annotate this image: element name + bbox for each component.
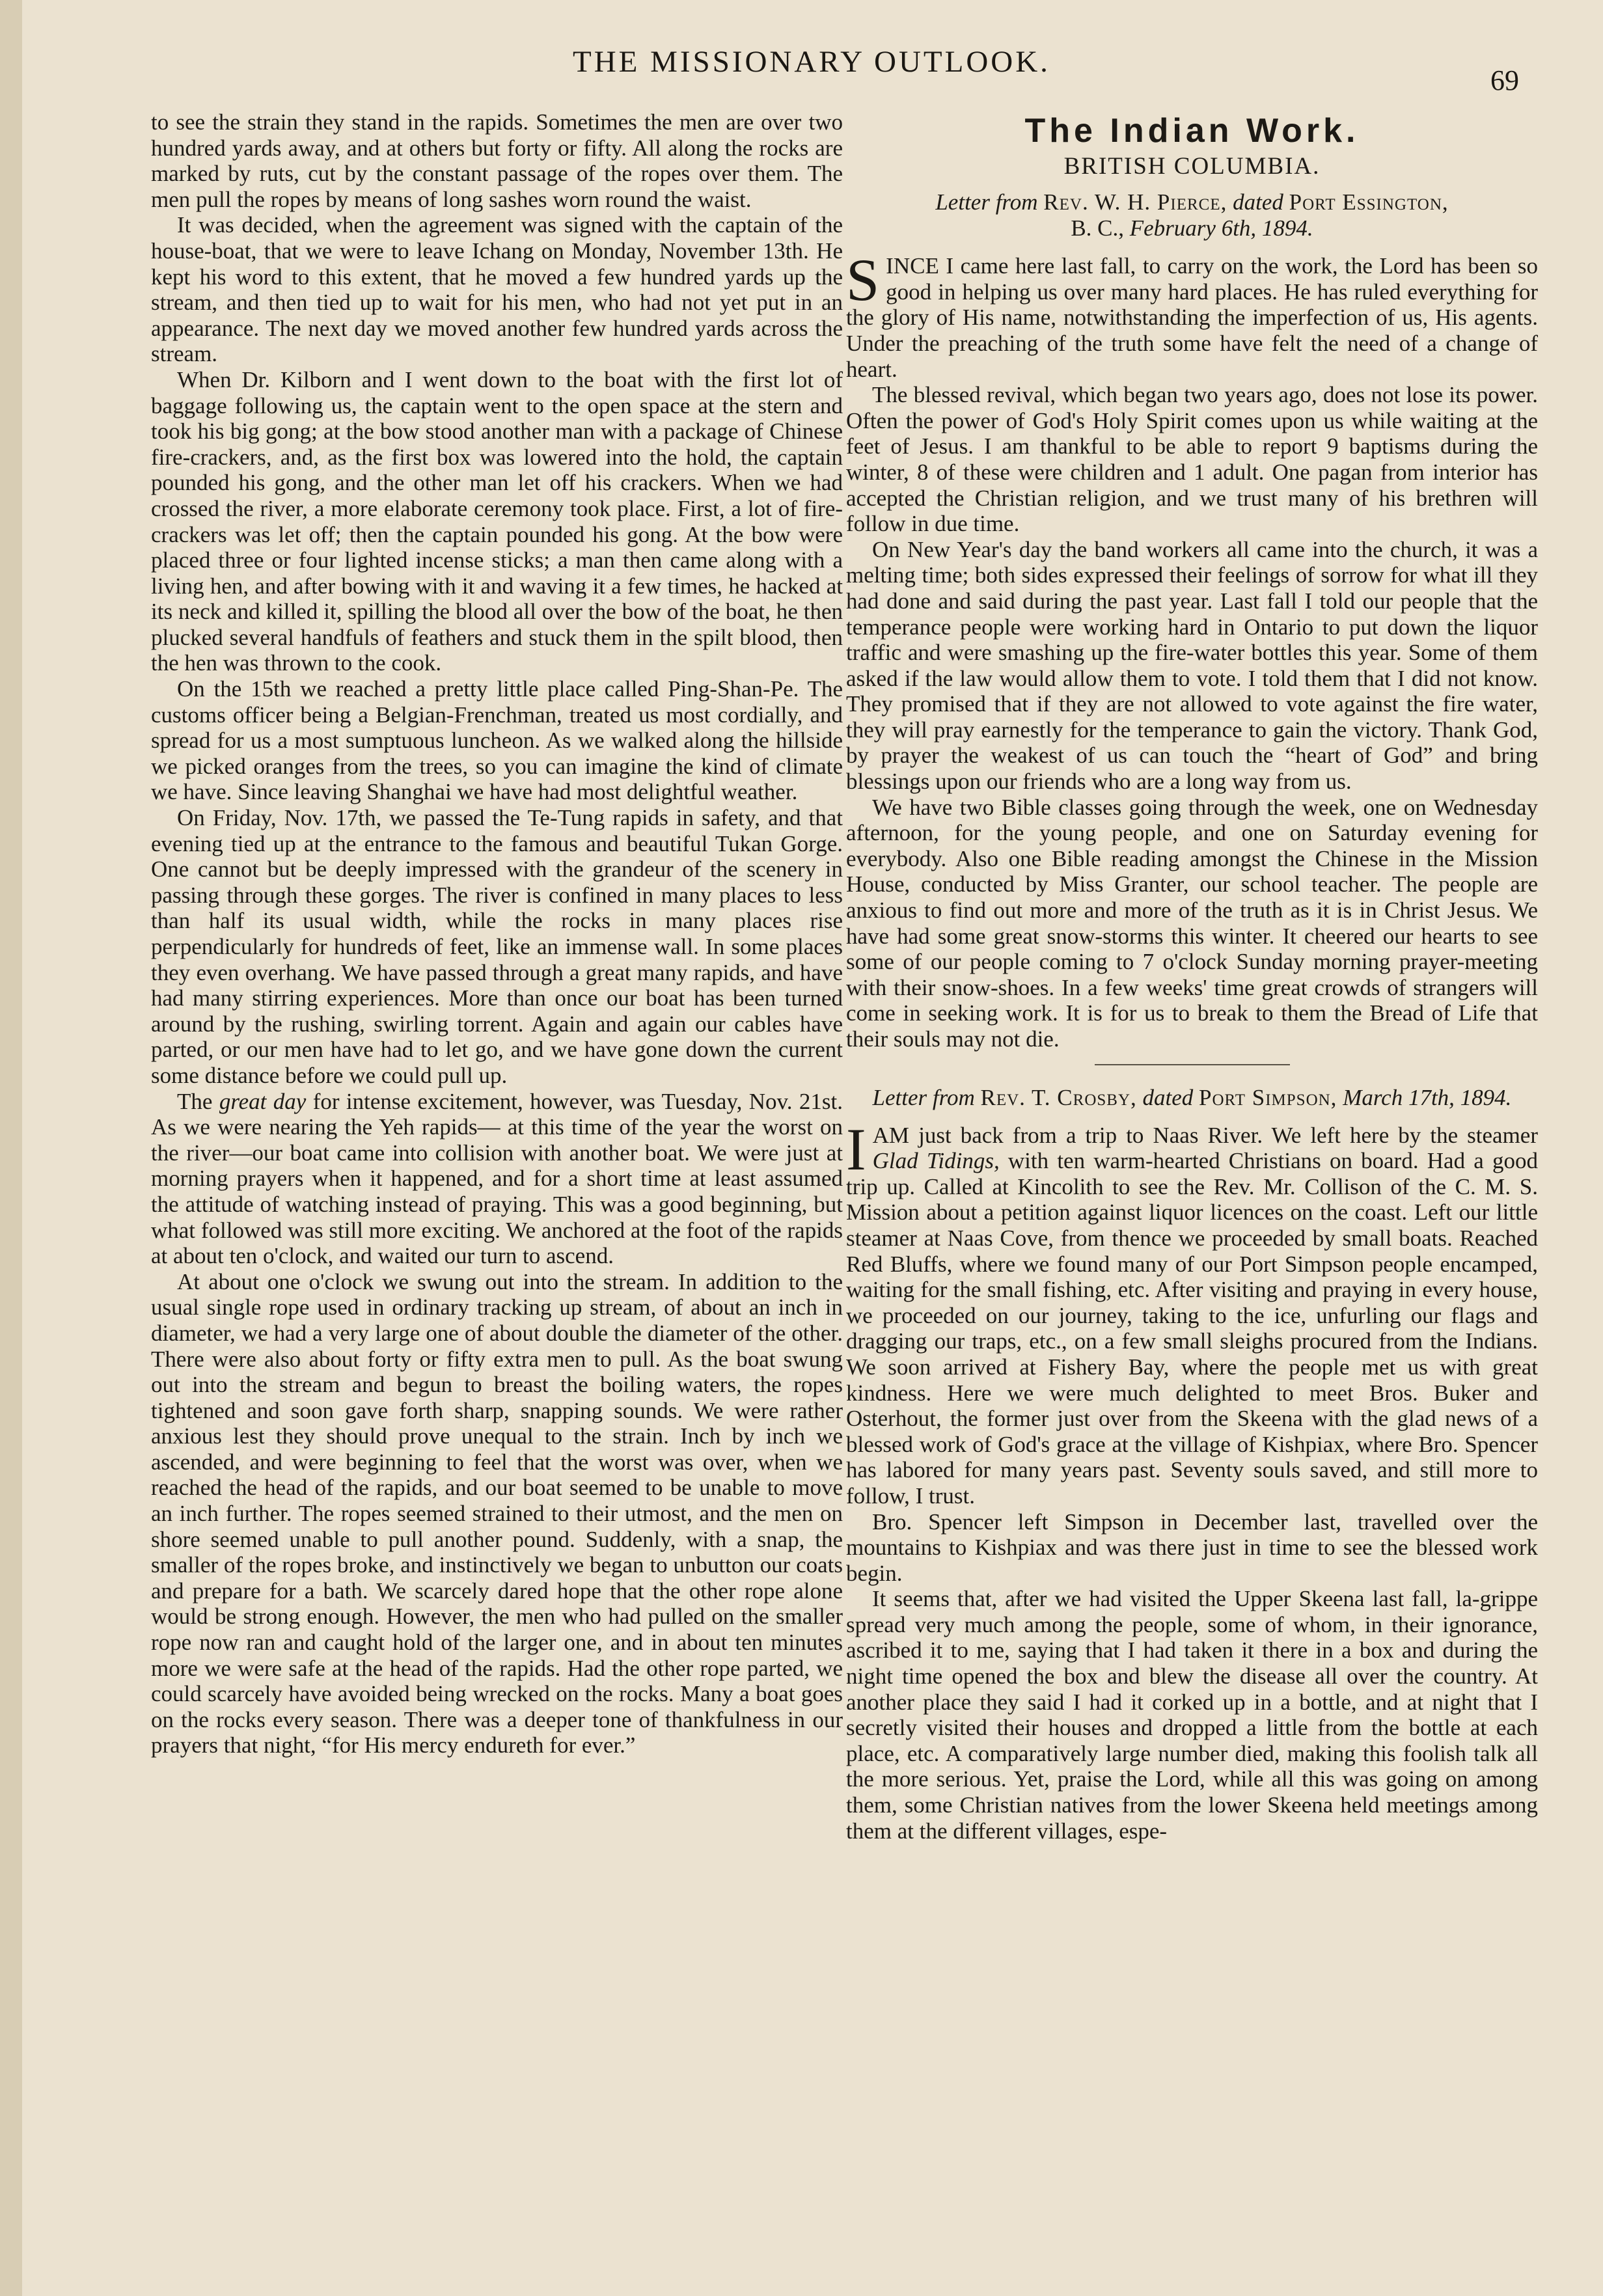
page-number: 69: [1490, 64, 1519, 96]
section-title: The Indian Work.: [1024, 112, 1360, 150]
letter-date: March 17th, 1894.: [1343, 1084, 1512, 1110]
paragraph-great-day: [151, 1089, 843, 1269]
paragraph: When Dr. Kilborn and I went down to the boat with the first lot of baggage following us, the captain went to the open space at the stern and took his big gong; at the bow stood another man with a package of Chinese fire-crackers, and, as the first box was lowered into the hold, the captain pounded his gong, and the other man let off his crackers. When we had crossed the river, a more elaborate ceremony took place. First, a lot of fire-crackers was let off; then the captain pounded his gong. At the bow were placed three or four lighted incense sticks; a man then came along with a living hen, and after bowing with it and waving it a few times, he hacked at its neck and killed it, spilling the blood all over the bow of the boat, he then plucked several handfuls of feathers and stuck them in the spilt blood, then the hen was thrown to the cook.: [151, 366, 843, 676]
paragraph: We have two Bible classes going through the week, one on Wednesday afternoon, for the young people, and one on Saturday evening for everybody. Also one Bible reading amongst the Chinese in the Mission House, conducted by Miss Granter, our school teacher. The people are anxious to find out more and more of the truth as it is in Christ Jesus. We have had some great snow-storms this winter. It cheered our hearts to see some of our people coming to 7 o'clock Sunday morning prayer-meeting with their snow-shoes. In a few weeks' time great crowds of strangers will come in seeking work. It is for us to break to them the Bread of Life that their souls may not die.: [846, 794, 1538, 1052]
text-run: with ten warm-hearted Christians on board. Had a good trip up. Called at Kincolith to see the Rev. Mr. Collison of the C. M. S. Mission about a petition against liquor licences on the coast. Left our little steamer at Naas Cove, from thence we proceeded by small boats. Reached Red Bluffs, where we found many of our Port Simpson people encamped, waiting for the small fishing, etc. After visiting and praying in every house, we proceeded on our journey, taking to the ice, unfurling our flags and dragging our traps, etc., on a few small sleighs procured from the Indians. We soon arrived at Fishery Bay, where the people met us with great kindness. Here we were much delighted to meet Bros. Buker and Osterhout, the former just over from the Skeena with the glad news of a blessed work of God's grace at the village of Kishpiax, where Bro. Spencer has labored for many years past. Seventy souls saved, and still more to follow, I trust.: [846, 1148, 1539, 1509]
paragraph: It seems that, after we had visited the Upper Skeena last fall, la-grippe spread very much among the people, some of whom, in their ignorance, ascribed it to me, saying that I had taken it there in a box and during the night time opened the box and blew the disease all over the country. At another place they said I had it corked up in a bottle, and at night that I secretly visited their houses and dropped a little from the bottle at each place, etc. A comparatively large number died, making this foolish talk all the more serious. Yet, praise the Lord, while all this was going on among them, some Christian natives from the lower Skeena held meetings among them at the different villages, espe-: [846, 1586, 1538, 1844]
paragraph: At about one o'clock we swung out into the stream. In addition to the usual single rope used in ordinary tracking up stream, of about an inch in diameter, we had a very large one of about double the diameter of the other. There were also about forty or fifty extra men to pull. As the boat swung out into the stream and begun to breast the boiling waters, the ropes tightened and soon gave forth sharp, snapping sounds. We were rather anxious lest they should prove unequal to the strain. Inch by inch we ascended, and were beginning to feel that the worst was over, when we reached the head of the rapids, and our boat seemed to be unable to move an inch further. The ropes seemed strained to their utmost, and the men on shore seemed unable to pull another pound. Suddenly, with a snap, the smaller of the ropes broke, and instinctively we began to unbutton our coats and prepare for a bath. We scarcely dared hope that the other rope alone would be strong enough. However, the men who had pulled on the smaller rope now ran and caught hold of the larger one, and in about ten minutes more we were safe at the head of the rapids. Had the other rope parted, we could scarcely have avoided being wrecked on the rocks. Many a boat goes on the rocks every season. There was a deeper tone of thankfulness in our prayers that night, “for His mercy endureth for ever.”: [151, 1268, 843, 1758]
dated-label: dated: [1233, 189, 1283, 215]
paragraph: On Friday, Nov. 17th, we passed the Te-Tung rapids in safety, and that evening tied up at the entrance to the famous and beautiful Tukan Gorge. One cannot but be deeply impressed with the grandeur of the scenery in passing through these gorges. The river is confined in many places to less than half its usual width, while the rocks in many places rise perpendicularly for hundreds of feet, like an immense wall. In some places they even overhang. We have passed through a great many rapids, and have had many stirring experiences. More than once our boat has been turned around by the rushing, swirling torrent. Again and again our cables have parted, or our men have had to let go, and we have gone down the current some distance before we could pull up.: [151, 805, 843, 1088]
text-run: The: [177, 1088, 219, 1114]
dated-label: dated: [1142, 1084, 1194, 1110]
letter-author: Rev. T. Crosby,: [980, 1084, 1137, 1110]
running-title: THE MISSIONARY OUTLOOK.: [573, 45, 1050, 79]
letter-heading-crosby: [846, 1085, 1538, 1111]
letter-place: Port Simpson,: [1199, 1084, 1337, 1110]
letter-author: Rev. W. H. Pierce,: [1043, 189, 1227, 215]
paragraph: On New Year's day the band workers all came into the church, it was a melting time; both sides expressed their feelings of sorrow for what ill they had done and said during the past year. Last fall I told our people that the temperance people were working hard in Ontario to put down the liquor traffic and were smashing up the fire-water bottles this year. Some of them asked if the law would allow them to vote. I told them that I did not know. They promised that if they are not allowed to vote against the fire water, they will pray earnestly for the temperance to gain the victory. Thank God, by prayer the weakest of us can touch the “heart of God” and bring blessings upon our friends who are a long way from us.: [846, 536, 1538, 795]
paragraph: On the 15th we reached a pretty little place called Ping-Shan-Pe. The customs officer being a Belgian-Frenchman, treated us most cordially, and spread for us a most sumptuous luncheon. As we walked along the hillside we picked oranges from the trees, so you can imagine the kind of climate we have. Since leaving Shanghai we have had most delightful weather.: [151, 676, 843, 805]
letter-from-label: Letter from: [935, 189, 1038, 215]
ship-name: Glad Tidings,: [872, 1148, 1000, 1174]
drop-cap: S: [846, 247, 880, 314]
section-subtitle: BRITISH COLUMBIA.: [1063, 152, 1321, 180]
paragraph: Bro. Spencer left Simpson in December last, travelled over the mountains to Kishpiax and was there just in time to see the blessed work begin.: [846, 1509, 1538, 1586]
letter-place-line2: B. C.,: [1071, 215, 1125, 241]
paragraph: It was decided, when the agreement was signed with the captain of the house-boat, that we were to leave Ichang on Monday, November 13th. He kept his word to this extent, that he moved a few hundred yards up the stream, and then tied up to wait for his men, who had not yet put in an appearance. The next day we moved another few hundred yards across the stream.: [151, 212, 843, 367]
text-run: for intense excitement, however, was Tuesday, Nov. 21st. As we were nearing the Yeh rapids— at this time of the year the worst on the river—our boat came into collision with another boat. We were just at morning prayers when it happened, and for a short time at least assumed the attitude of watching instead of praying. This was a good beginning, but what followed was still more exciting. We anchored at the foot of the rapids at about ten o'clock, and waited our turn to ascend.: [151, 1088, 843, 1269]
letter-heading-pierce: [846, 189, 1538, 241]
drop-cap: I: [846, 1115, 866, 1182]
right-column: [846, 109, 1538, 1844]
emphasis: great day: [219, 1088, 307, 1114]
letter-date: February 6th, 1894.: [1129, 215, 1313, 241]
paragraph-opening: [846, 1115, 1539, 1509]
text-run: AM just back from a trip to Naas River. We left here by the steamer: [872, 1122, 1538, 1148]
page-edge: [0, 0, 22, 2296]
left-column: [151, 109, 843, 1758]
paragraph-opening: [846, 247, 1538, 382]
paragraph: The blessed revival, which began two years ago, does not lose its power. Often the power of God's Holy Spirit comes upon us while waiting at the feet of Jesus. I am thankful to be able to report 9 baptisms during the winter, 8 of these were children and 1 adult. One pagan from interior has accepted the Christian religion, and we trust many of his brethren will follow in due time.: [846, 382, 1538, 537]
text-run: INCE I came here last fall, to carry on the work, the Lord has been so good in helping us over many hard places. He has ruled everything for the glory of His name, notwithstanding the imperfection of us, His agents. Under the preaching of the truth some have felt the need of a change of heart.: [846, 253, 1538, 382]
letter-place: Port Essington,: [1289, 189, 1449, 215]
paragraph: to see the strain they stand in the rapids. Sometimes the men are over two hundred yards away, and at others but forty or fifty. All along the rocks are marked by ruts, cut by the constant passage of the ropes over them. The men pull the ropes by means of long sashes worn round the waist.: [151, 109, 843, 212]
letter-from-label: Letter from: [872, 1084, 975, 1110]
section-divider: [1095, 1064, 1290, 1065]
